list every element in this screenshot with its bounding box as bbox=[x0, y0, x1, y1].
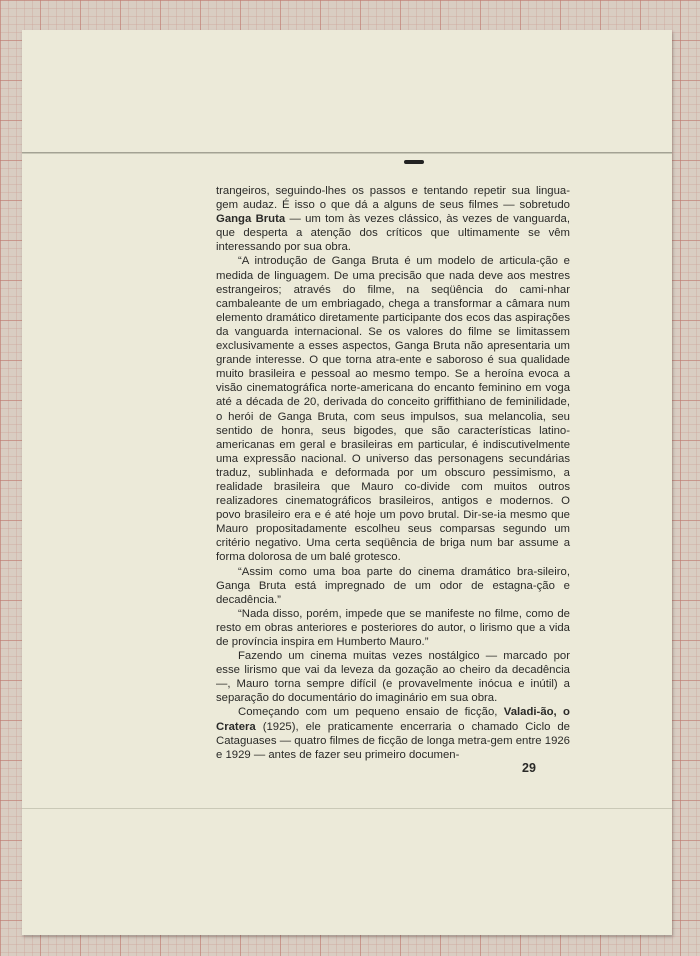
text-run: “A introdução de Ganga Bruta é um modelo de articula-ção e medida de linguagem. De uma precisão que nada deve aos mestres estrangeiros; através do filme, na seqüência do cami-nhar cambaleante de um embriagado, chega a transformar a câmara num elemento dramático diretamente participante dos ecos das aspirações da vanguarda internacional. Se os valores do filme se limitassem exclusivamente a esses aspectos, Ganga Bruta não apresentaria um grande interesse. O que torna atra-ente e saboroso é sua qualidade muito brasileira e pessoal ao mesmo tempo. Se a heroína evoca a visão cinematográfica norte-americana do encanto feminino em voga até a década de 20, derivada do conceito griffithiano de feminilidade, o herói de Ganga Bruta, com seus impulsos, sua melancolia, seu sentido de honra, seus bigodes, que são características latino-americanas em geral e brasileiras em particular, é indiscutivelmente uma expressão nacional. O universo das personagens secundárias traduz, sublinhada e deformada por um obscuro pessimismo, a realidade brasileira que Mauro co-divide com muitos outros realizadores cinematográficos brasileiros, antigos e modernos. O povo brasileiro era e é até hoje um povo brutal. Dir-se-ia mesmo que Mauro propositadamente escolheu seus comparsas segundo um critério negativo. Uma certa seqüência de briga num bar assume a forma dolorosa de um balé grotesco. bbox=[216, 255, 570, 564]
paragraph bbox=[216, 607, 570, 649]
text-run: — um tom às vezes clássico, às vezes de vanguarda, que desperta a atenção dos críticos que ultimamente se vêm interessando por sua obra. bbox=[216, 213, 571, 254]
paragraph bbox=[216, 184, 570, 254]
text-run: (1925), ele praticamente encerraria o chamado Ciclo de Cataguases — quatro filmes de ficção de longa metra-gem entre 1926 e 1929 — antes de fazer seu primeiro documen- bbox=[216, 720, 570, 761]
paragraph bbox=[216, 649, 570, 705]
bold-title-run: Valadi-ão, o Cratera bbox=[216, 706, 570, 733]
binding-notch bbox=[404, 160, 424, 164]
text-run: Começando com um pequeno ensaio de ficção, bbox=[238, 706, 504, 719]
bold-title-run: Ganga Bruta bbox=[216, 213, 286, 226]
paper-sheet bbox=[22, 30, 672, 935]
fold-line-top bbox=[22, 152, 672, 154]
page-number: 29 bbox=[522, 761, 536, 775]
text-run: Fazendo um cinema muitas vezes nostálgico — marcado por esse lirismo que vai da leveza da gozação ao cheiro da decadência —, Mauro torna sempre difícil (e provavelmente inócua e inútil) a separação do documentário do imaginário em sua obra. bbox=[216, 650, 570, 705]
text-run: “Nada disso, porém, impede que se manifeste no filme, como de resto em obras anteriores e posteriores do autor, o lirismo que a vida de província inspira em Humberto Mauro.” bbox=[216, 607, 570, 648]
paragraph bbox=[216, 254, 570, 564]
text-run: “Assim como uma boa parte do cinema dramático bra-sileiro, Ganga Bruta está impregnado de um odor de estagna-ção e decadência.” bbox=[216, 565, 570, 606]
text-run: trangeiros, seguindo-lhes os passos e tentando repetir sua lingua-gem audaz. É isso o que dá a alguns de seus filmes — sobretudo bbox=[216, 185, 570, 212]
paragraph bbox=[216, 565, 570, 607]
paragraph bbox=[216, 705, 570, 761]
fold-line-bottom bbox=[22, 808, 672, 809]
body-text bbox=[216, 184, 570, 762]
